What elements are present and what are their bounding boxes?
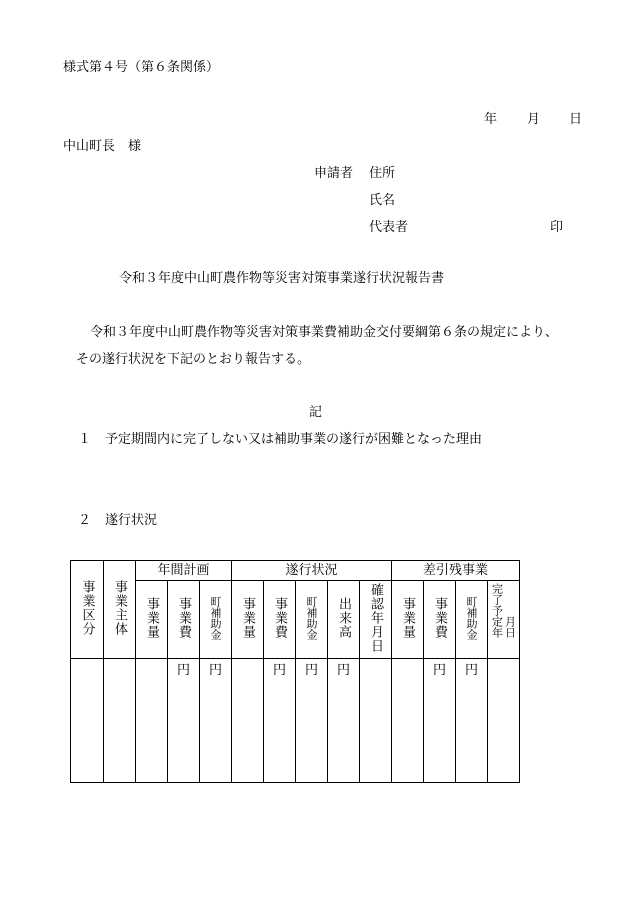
header-plan-cost: 事業費 — [168, 581, 200, 659]
header-remaining-group: 差引残事業 — [392, 561, 520, 581]
cell-remaining-completion-date[interactable] — [488, 659, 520, 783]
cell-progress-cost[interactable]: 円 — [264, 659, 296, 783]
cell-progress-volume[interactable] — [232, 659, 264, 783]
applicant-representative-label: 代表者 — [369, 220, 409, 235]
header-remaining-completion-date: 完了予定年月日 — [488, 581, 520, 659]
item2-text: 遂行状況 — [105, 513, 158, 528]
header-progress-subsidy: 町補助金 — [296, 581, 328, 659]
cell-category[interactable] — [71, 659, 104, 783]
table-header-row-1 — [71, 561, 520, 581]
cell-remaining-subsidy[interactable]: 円 — [456, 659, 488, 783]
applicant-label: 申請者 — [314, 166, 354, 181]
header-progress-output: 出来高 — [328, 581, 360, 659]
cell-remaining-cost[interactable]: 円 — [424, 659, 456, 783]
document-title: 令和３年度中山町農作物等災害対策事業遂行状況報告書 — [119, 271, 445, 286]
cell-plan-volume[interactable] — [136, 659, 168, 783]
cell-entity[interactable] — [104, 659, 136, 783]
cell-progress-output[interactable]: 円 — [328, 659, 360, 783]
table-header-row-2 — [71, 581, 520, 659]
item1-text: 予定期間内に完了しない又は補助事業の遂行が困難となった理由 — [105, 432, 483, 447]
date-year: 年 — [484, 112, 498, 127]
table-row — [71, 659, 520, 783]
header-entity: 事業主体 — [104, 561, 136, 659]
header-plan-volume: 事業量 — [136, 581, 168, 659]
cell-plan-subsidy[interactable]: 円 — [200, 659, 232, 783]
addressee: 中山町長 様 — [63, 139, 142, 154]
header-progress-volume: 事業量 — [232, 581, 264, 659]
applicant-address-label: 住所 — [369, 166, 396, 181]
cell-progress-confirm-date[interactable] — [360, 659, 392, 783]
header-progress-cost: 事業費 — [264, 581, 296, 659]
header-progress-group: 遂行状況 — [232, 561, 392, 581]
cell-progress-subsidy[interactable]: 円 — [296, 659, 328, 783]
item1-number: １ — [78, 432, 92, 447]
body-line-2: その遂行状況を下記のとおり報告する。 — [76, 352, 311, 367]
header-plan-group: 年間計画 — [136, 561, 232, 581]
header-category: 事業区分 — [71, 561, 104, 659]
cell-remaining-volume[interactable] — [392, 659, 424, 783]
applicant-name-label: 氏名 — [369, 193, 396, 208]
header-progress-confirm-date: 確認年月日 — [360, 581, 392, 659]
cell-plan-cost[interactable]: 円 — [168, 659, 200, 783]
ki-heading: 記 — [309, 405, 323, 420]
date-day: 日 — [569, 112, 583, 127]
date-month: 月 — [527, 112, 541, 127]
header-plan-subsidy: 町補助金 — [200, 581, 232, 659]
header-remaining-volume: 事業量 — [392, 581, 424, 659]
seal-mark: 印 — [550, 220, 564, 235]
progress-table — [70, 560, 520, 783]
body-line-1: 令和３年度中山町農作物等災害対策事業費補助金交付要綱第６条の規定により、 — [90, 325, 559, 340]
form-number: 様式第４号（第６条関係） — [63, 60, 220, 75]
header-remaining-cost: 事業費 — [424, 581, 456, 659]
header-remaining-subsidy: 町補助金 — [456, 581, 488, 659]
item2-number: ２ — [78, 513, 92, 528]
